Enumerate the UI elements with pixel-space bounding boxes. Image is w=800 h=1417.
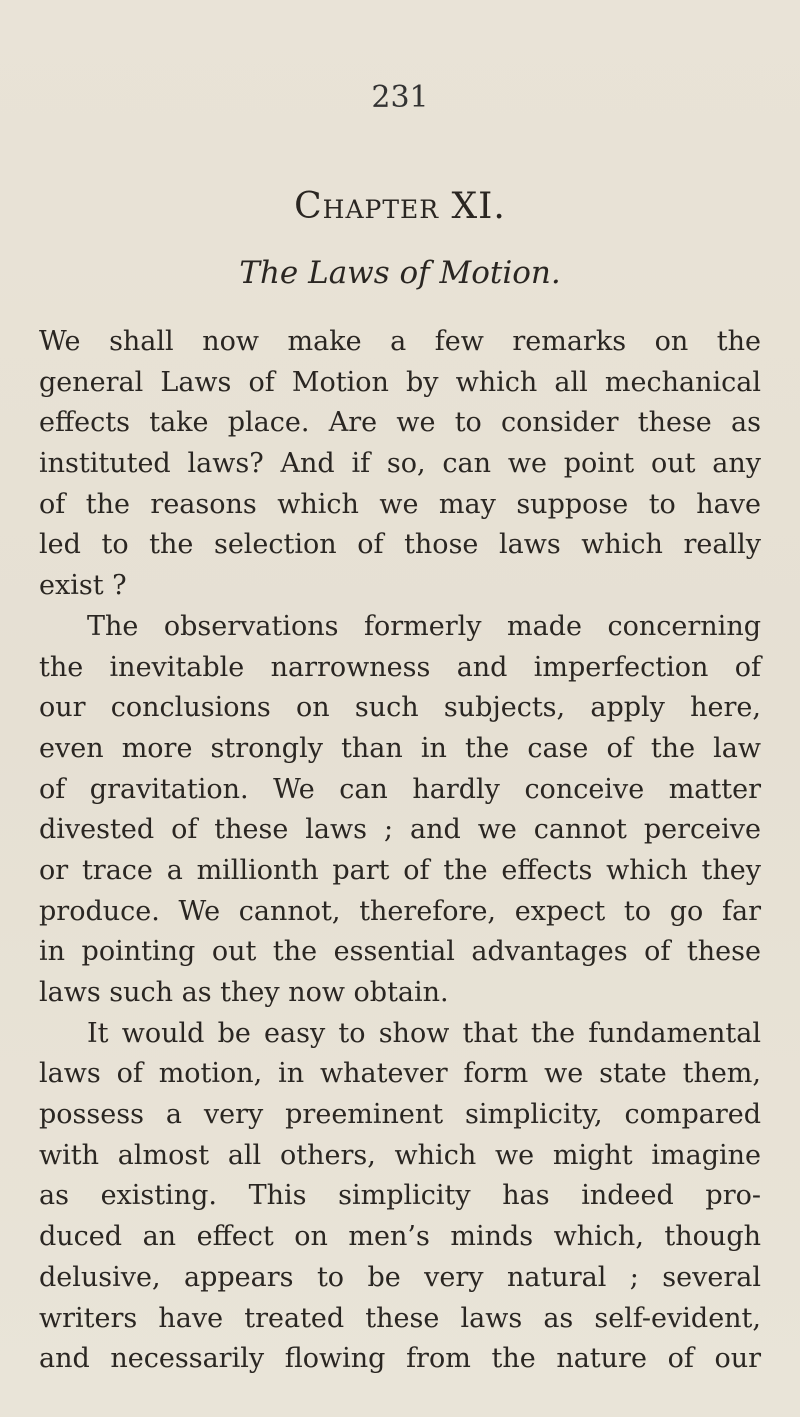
text-line: or trace a millionth part of the effects which they <box>39 854 761 886</box>
text-line: general Laws of Motion by which all mechanical <box>39 366 761 398</box>
text-line: duced an effect on men’s minds which, though <box>39 1221 761 1253</box>
text-line: exist ? <box>39 570 127 602</box>
text-line: with almost all others, which we might imagine <box>39 1139 761 1171</box>
text-line: laws such as they now obtain. <box>39 977 449 1008</box>
text-line: in pointing out the essential advantages of these <box>39 936 761 968</box>
text-line: produce. We cannot, therefore, expect to go far <box>39 895 761 927</box>
text-line: and necessarily flowing from the nature of our <box>39 1343 761 1375</box>
text-line: led to the selection of those laws which really <box>39 529 761 561</box>
text-line: instituted laws? And if so, can we point out any <box>39 448 761 480</box>
text-line: divested of these laws ; and we cannot perceive <box>39 814 761 846</box>
page-number: 231 <box>371 80 429 115</box>
text-line: of gravitation. We can hardly conceive matter <box>39 773 761 805</box>
text-line: even more strongly than in the case of the law <box>39 732 761 764</box>
text-line: The observations formerly made concerning <box>87 610 761 642</box>
text-line: effects take place. Are we to consider these as <box>39 407 761 439</box>
text-line: as existing. This simplicity has indeed pro- <box>39 1180 761 1212</box>
text-line: our conclusions on such subjects, apply here, <box>39 692 761 724</box>
body-text <box>39 322 761 1380</box>
text-line: We shall now make a few remarks on the <box>39 326 761 357</box>
text-line: delusive, appears to be very natural ; several <box>39 1261 761 1293</box>
text-line: of the reasons which we may suppose to have <box>39 488 761 520</box>
text-line: writers have treated these laws as self-evident, <box>39 1302 761 1334</box>
chapter-heading: Chapter XI. <box>294 186 506 227</box>
text-line: It would be easy to show that the fundamental <box>87 1017 761 1049</box>
text-line: possess a very preeminent simplicity, compared <box>39 1099 761 1131</box>
chapter-title: The Laws of Motion. <box>239 255 561 291</box>
text-line: the inevitable narrowness and imperfection of <box>39 651 761 683</box>
text-line: laws of motion, in whatever form we state them, <box>39 1058 761 1090</box>
